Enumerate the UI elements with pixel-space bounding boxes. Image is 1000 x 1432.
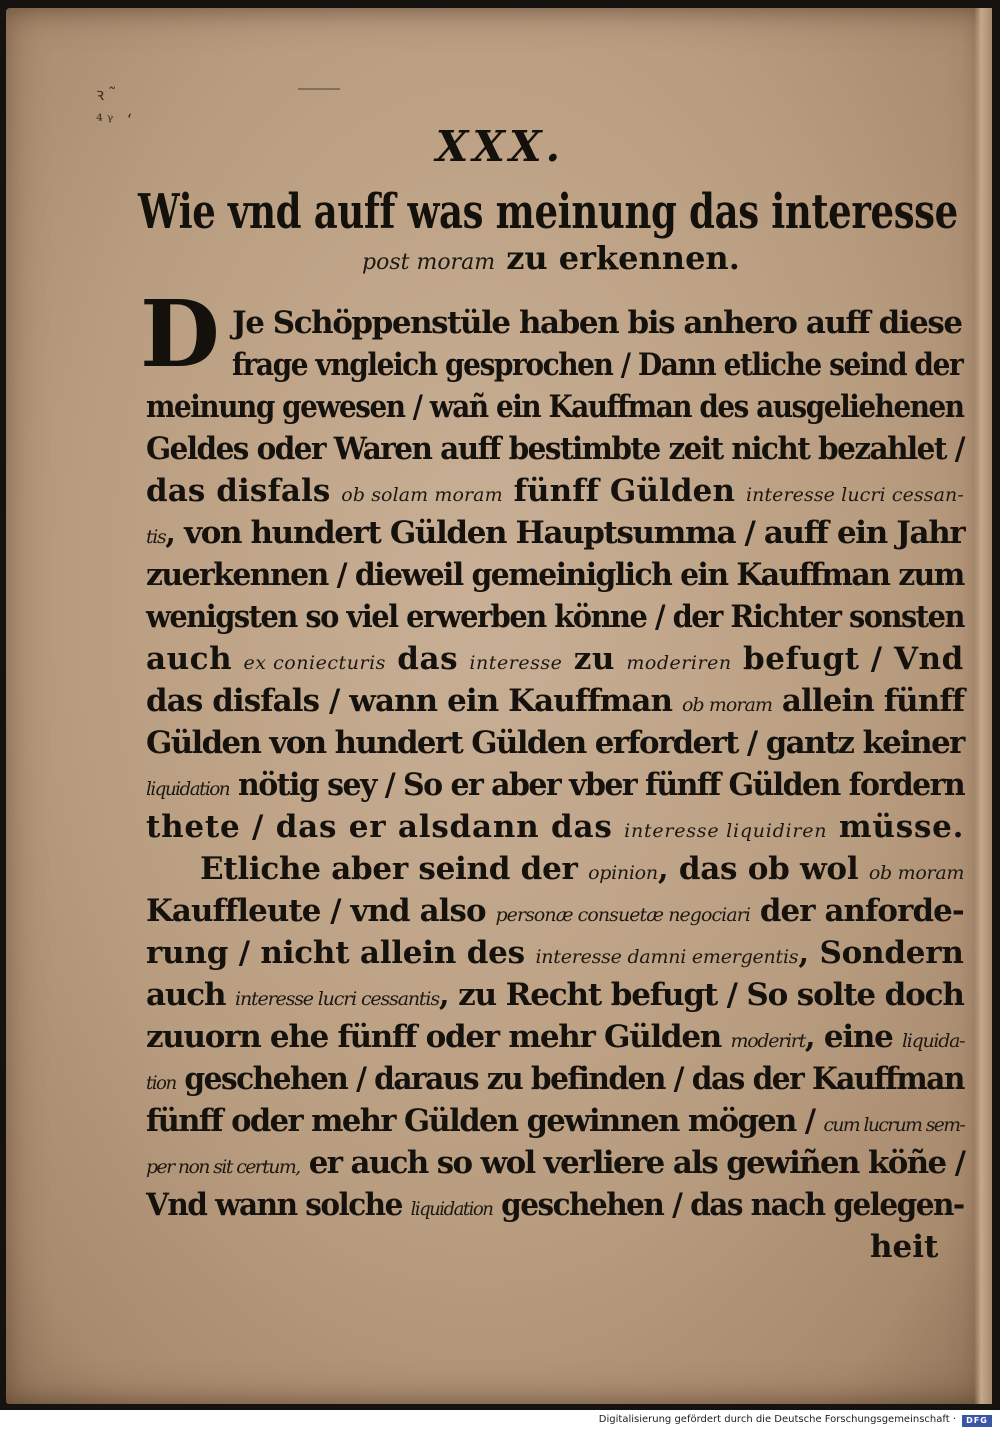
text-segment: meinung gewesen / wañ ein Kauffman des ausgeliehenen <box>146 389 964 425</box>
text-segment: geschehen / das nach gelegen- <box>492 1187 964 1223</box>
margin-scribble <box>298 88 340 90</box>
text-segment: , eine <box>804 1019 903 1055</box>
text-line <box>146 932 964 978</box>
latin-phrase: personæ consuetæ negociari <box>495 904 750 926</box>
title-text: zu erkennen. <box>506 239 740 277</box>
text-line <box>146 1016 964 1062</box>
text-segment: fünff oder mehr Gülden gewinnen mögen / <box>146 1103 824 1139</box>
text-segment: Etliche aber seind der <box>200 851 589 887</box>
text-line <box>146 1142 964 1188</box>
text-segment: Kauffleute / vnd also <box>146 893 496 929</box>
text-line <box>146 680 964 726</box>
margin-marks: ꝛ˜ ⁴ᵞ ʻ <box>96 85 137 131</box>
chapter-number: XXX. <box>435 122 565 171</box>
text-segment: zu <box>562 641 627 677</box>
latin-phrase: liquidation <box>410 1198 493 1220</box>
text-segment: allein fünff <box>772 683 965 719</box>
text-line <box>146 806 964 852</box>
text-segment: der anforde- <box>749 893 964 929</box>
text-segment: , das ob wol <box>657 851 869 887</box>
text-segment: Je Schöppenstüle haben bis anhero auff diese <box>232 305 962 341</box>
latin-phrase: moderirt <box>730 1030 805 1052</box>
text-line <box>870 1226 938 1268</box>
text-line <box>146 1184 964 1230</box>
text-line <box>232 302 962 344</box>
text-line <box>146 890 964 936</box>
text-line <box>146 470 964 516</box>
funding-credit: Digitalisierung gefördert durch die Deutsche Forschungsgemeinschaft · <box>598 1414 956 1425</box>
text-segment: das disfals / wann ein Kauffman <box>146 683 682 719</box>
latin-phrase: moderiren <box>626 652 732 674</box>
title-latin-phrase: post moram <box>362 250 496 275</box>
text-segment: das <box>385 641 470 677</box>
text-segment: nötig sey / So er aber vber fünff Gülden fordern <box>229 767 965 803</box>
latin-phrase: interesse <box>469 652 563 674</box>
text-line <box>146 386 964 428</box>
drop-cap-initial: D <box>140 280 220 388</box>
text-line <box>146 638 964 684</box>
latin-phrase: per non sit certum, <box>146 1156 300 1178</box>
text-segment: frage vngleich gesprochen / Dann etliche seind der <box>232 347 963 383</box>
text-line <box>146 764 964 810</box>
latin-phrase: interesse lucri cessantis <box>235 988 439 1010</box>
latin-phrase: interesse liquidiren <box>624 820 828 842</box>
text-segment: fünff Gülden <box>502 473 746 509</box>
text-line <box>200 848 964 894</box>
text-segment: Geldes oder Waren auff bestimbte zeit nicht bezahlet / <box>146 431 964 467</box>
text-segment: , zu Recht befugt / So solte doch <box>438 977 964 1013</box>
text-segment: befugt / Vnd <box>731 641 964 677</box>
latin-phrase: ob solam moram <box>341 484 503 506</box>
text-line <box>146 722 964 764</box>
text-line <box>146 1100 964 1146</box>
text-line <box>146 512 964 558</box>
latin-phrase: ob moram <box>681 694 773 716</box>
text-segment: geschehen / daraus zu befinden / das der Kauffman <box>175 1061 964 1097</box>
latin-phrase: interesse lucri cessan- <box>745 484 964 506</box>
text-segment: heit <box>870 1229 939 1265</box>
text-segment: wenigsten so viel erwerben könne / der Richter sonsten <box>146 599 964 635</box>
text-segment: , Sondern <box>798 935 964 971</box>
text-line <box>146 554 964 596</box>
text-line <box>146 1058 964 1104</box>
text-segment: Gülden von hundert Gülden erfordert / gantz keiner <box>146 725 964 761</box>
text-segment: auch <box>146 641 244 677</box>
text-segment: zuerkennen / dieweil gemeiniglich ein Kauffman zum <box>146 557 964 593</box>
latin-phrase: liquidation <box>146 778 230 800</box>
text-line <box>146 428 964 470</box>
text-line <box>146 596 964 638</box>
latin-phrase: tis <box>146 526 166 548</box>
latin-phrase: opinion <box>588 862 658 884</box>
latin-phrase: liquida- <box>902 1030 965 1052</box>
latin-phrase: tion <box>146 1072 176 1094</box>
chapter-title-line-1: Wie vnd auff was meinung das interesse <box>138 184 958 240</box>
latin-phrase: interesse damni emergentis <box>535 946 799 968</box>
dfg-logo: DFG <box>962 1415 992 1427</box>
chapter-title-line-2 <box>362 238 740 283</box>
footer-bar <box>0 1410 1000 1432</box>
text-segment: er auch so wol verliere als gewiñen köñe / <box>299 1145 965 1181</box>
text-segment: thete / das er alsdann das <box>146 809 625 845</box>
text-segment: zuuorn ehe fünff oder mehr Gülden <box>146 1019 731 1055</box>
text-segment: , von hundert Gülden Hauptsumma / auff ein Jahr <box>165 515 965 551</box>
text-segment: auch <box>146 977 236 1013</box>
latin-phrase: ob moram <box>868 862 965 884</box>
text-line <box>146 974 964 1020</box>
text-segment: müsse. <box>827 809 965 845</box>
text-segment: das disfals <box>146 473 342 509</box>
text-segment: rung / nicht allein des <box>146 935 536 971</box>
text-line <box>232 344 962 386</box>
latin-phrase: cum lucrum sem- <box>823 1114 965 1136</box>
page-edge <box>974 8 992 1404</box>
text-segment: Vnd wann solche <box>146 1187 411 1223</box>
latin-phrase: ex coniecturis <box>243 652 386 674</box>
